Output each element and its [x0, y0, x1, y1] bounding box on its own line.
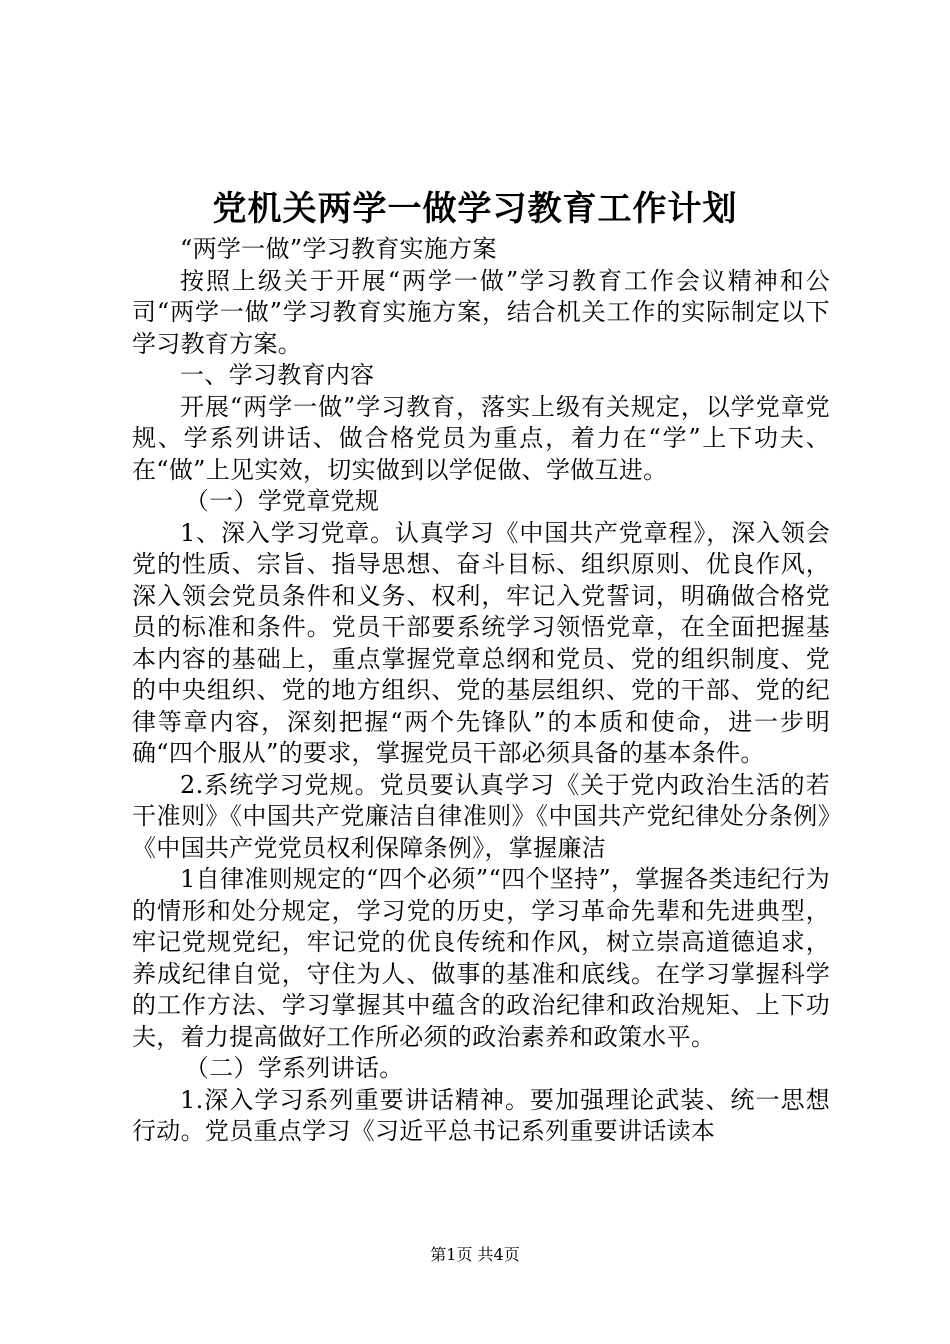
paragraph-subtitle: “两学一做”学习教育实施方案 [180, 235, 497, 263]
paragraph-section-1: 开展“两学一做”学习教育，落实上级有关规定，以学党章党规、学系列讲话、做合格党员为重点，着力在“学”上下功夫、在“做”上见实效，切实做到以学促做、学做互进。 [132, 392, 830, 484]
paragraph-intro: 按照上级关于开展“两学一做”学习教育工作会议精神和公司“两学一做”学习教育实施方案，结合机关工作的实际制定以下学习教育方案。 [132, 266, 830, 358]
subsection-heading-1: （一）学党章党规 [184, 487, 380, 515]
paragraph-item-1: 1、深入学习党章。认真学习《中国共产党章程》，深入领会党的性质、宗旨、指导思想、奋斗目标、组织原则、优良作风，深入领会党员条件和义务、权利，牢记入党誓词，明确做合格党员的标准和条件。党员干部要系统学习领悟党章，在全面把握基本内容的基础上，重点掌握党章总纲和党员、党的组织制度、党的中央组织、党的地方组织、党的基层组织、党的干部、党的纪律等章内容，深刻把握“两个先锋队”的本质和使命，进一步明确“四个服从”的要求，掌握党员干部必须具备的基本条件。 [132, 518, 830, 767]
page-footer: 第1页 共4页 [430, 1245, 520, 1264]
paragraph-item-3: 1.深入学习系列重要讲话精神。要加强理论武装、统一思想行动。党员重点学习《习近平总书记系列重要讲话读本 [132, 1085, 830, 1145]
document-title: 党机关两学一做学习教育工作计划 [212, 189, 738, 229]
paragraph-item-2-continued: 1自律准则规定的“四个必须”“四个坚持”，掌握各类违纪行为的情形和处分规定，学习党的历史，学习革命先辈和先进典型，牢记党规党纪，牢记党的优良传统和作风，树立崇高道德追求，养成纪律自觉，守住为人、做事的基准和底线。在学习掌握科学的工作方法、学习掌握其中蕴含的政治纪律和政治规矩、上下功夫，着力提高做好工作所必须的政治素养和政策水平。 [132, 865, 830, 1051]
paragraph-item-2: 2.系统学习党规。党员要认真学习《关于党内政治生活的若干准则》《中国共产党廉洁自律准则》《中国共产党纪律处分条例》《中国共产党党员权利保障条例》，掌握廉洁 [132, 770, 830, 862]
subsection-heading-2: （二）学系列讲话。 [184, 1054, 404, 1082]
section-heading-1: 一、学习教育内容 [180, 361, 375, 389]
document-body [132, 234, 830, 1148]
